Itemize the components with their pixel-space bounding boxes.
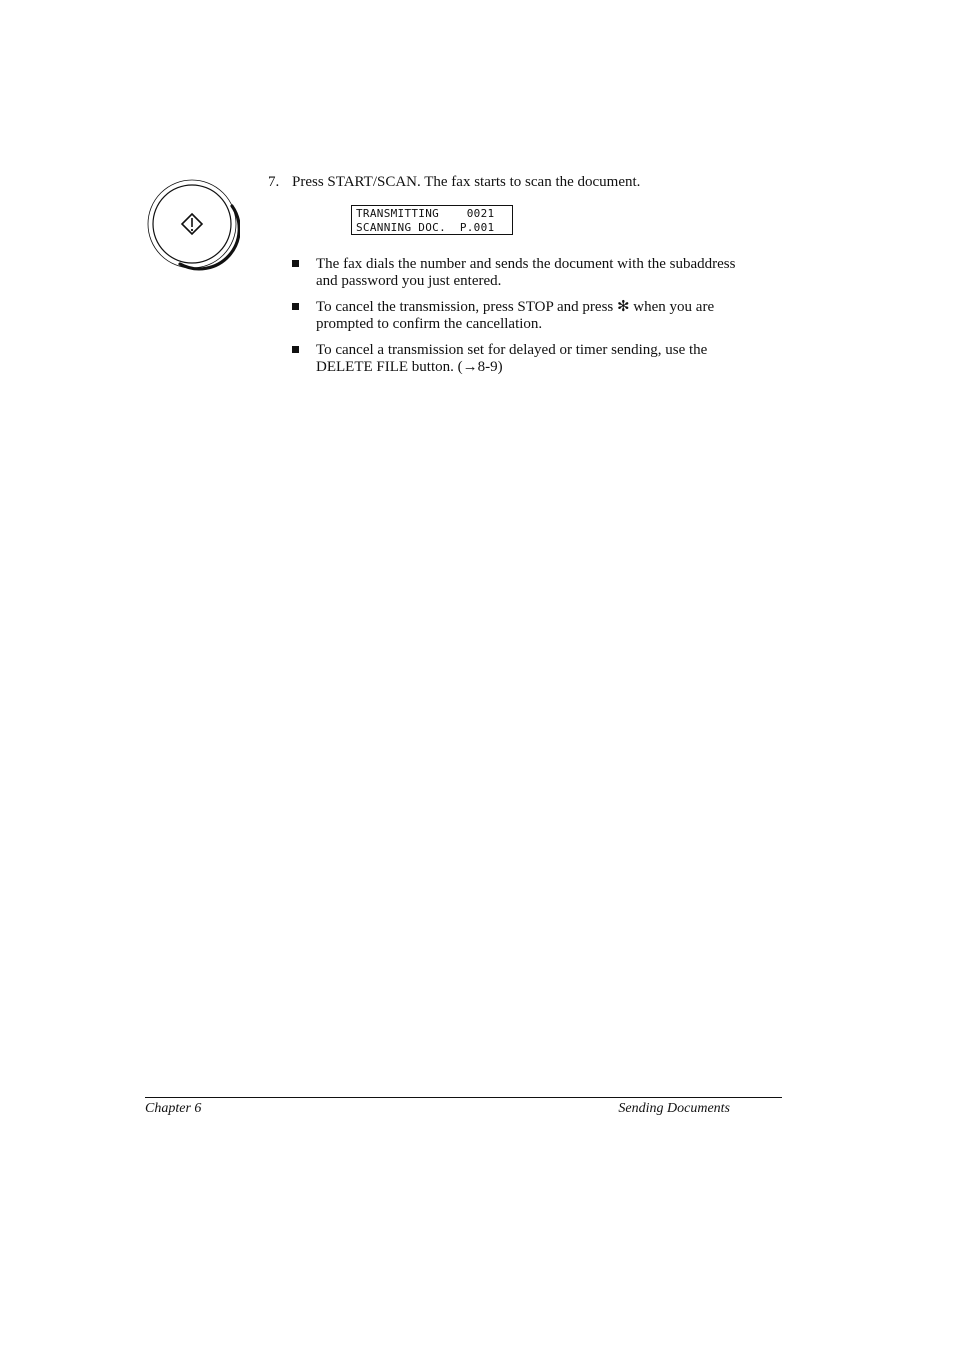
bullet-line-2: and password you just entered. — [316, 273, 502, 289]
lcd-line-1: TRANSMITTING 0021 — [356, 207, 495, 220]
bullet-line-1: To cancel a transmission set for delayed or timer sending, use the — [316, 342, 708, 358]
bullet-line-2: prompted to confirm the cancellation. — [316, 316, 543, 332]
step-text: Press START/SCAN. The fax starts to scan the document. — [292, 174, 641, 190]
list-item — [292, 299, 772, 333]
bullet-square-icon — [292, 260, 299, 267]
footer-chapter: Chapter 6 — [145, 1101, 202, 1116]
list-item — [292, 256, 772, 290]
bullet-list — [292, 256, 772, 385]
start-scan-button-icon — [146, 178, 240, 272]
footer-section-title: Sending Documents — [618, 1101, 730, 1116]
list-item — [292, 342, 772, 376]
bullet-line-1: To cancel the transmission, press STOP and press ✻ when you are — [316, 299, 715, 315]
bullet-square-icon — [292, 346, 299, 353]
step-number: 7. — [268, 174, 280, 190]
lcd-line-2: SCANNING DOC. P.001 — [356, 221, 495, 234]
start-scan-icon-graphic — [146, 178, 240, 272]
bullet-square-icon — [292, 303, 299, 310]
footer-divider — [145, 1097, 782, 1098]
lcd-display — [351, 205, 513, 235]
step-7 — [268, 173, 640, 191]
bullet-line-1: The fax dials the number and sends the document with the subaddress — [316, 256, 736, 272]
bullet-line-2: DELETE FILE button. (→8-9) — [316, 359, 503, 375]
